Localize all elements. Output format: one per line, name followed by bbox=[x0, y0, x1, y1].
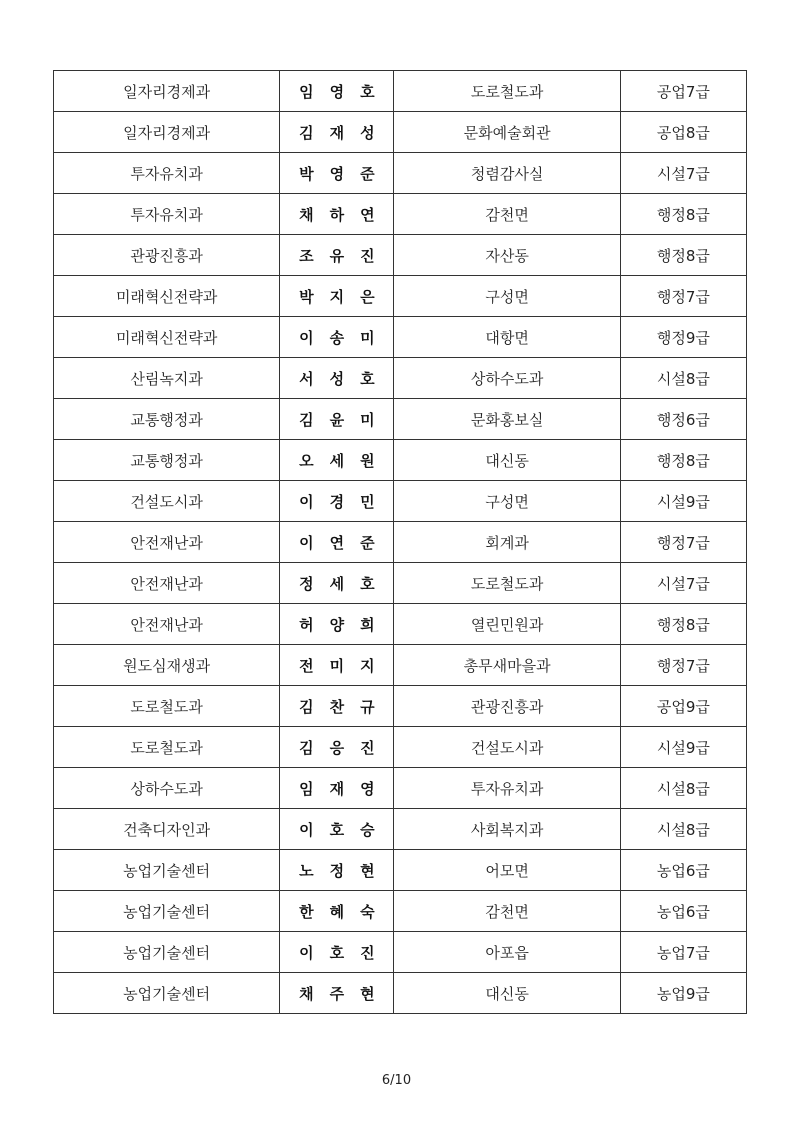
name-cell: 조유진 bbox=[280, 235, 394, 276]
to-dept-cell: 감천면 bbox=[394, 891, 620, 932]
grade-cell: 시설8급 bbox=[620, 768, 746, 809]
grade-cell: 농업6급 bbox=[620, 850, 746, 891]
table-row bbox=[54, 645, 747, 686]
grade-cell: 행정8급 bbox=[620, 604, 746, 645]
to-dept-cell: 투자유치과 bbox=[394, 768, 620, 809]
name-cell: 이연준 bbox=[280, 522, 394, 563]
to-dept-cell: 대신동 bbox=[394, 440, 620, 481]
grade-cell: 시설9급 bbox=[620, 727, 746, 768]
from-dept-cell: 관광진흥과 bbox=[54, 235, 280, 276]
table-row bbox=[54, 850, 747, 891]
name-cell: 채주현 bbox=[280, 973, 394, 1014]
from-dept-cell: 도로철도과 bbox=[54, 686, 280, 727]
from-dept-cell: 원도심재생과 bbox=[54, 645, 280, 686]
name-cell: 채하연 bbox=[280, 194, 394, 235]
personnel-table bbox=[53, 70, 747, 1014]
grade-cell: 공업8급 bbox=[620, 112, 746, 153]
table-row bbox=[54, 112, 747, 153]
grade-cell: 농업7급 bbox=[620, 932, 746, 973]
to-dept-cell: 아포읍 bbox=[394, 932, 620, 973]
name-cell: 김재성 bbox=[280, 112, 394, 153]
from-dept-cell: 안전재난과 bbox=[54, 604, 280, 645]
grade-cell: 행정6급 bbox=[620, 399, 746, 440]
from-dept-cell: 도로철도과 bbox=[54, 727, 280, 768]
name-cell: 박영준 bbox=[280, 153, 394, 194]
table-row bbox=[54, 317, 747, 358]
from-dept-cell: 농업기술센터 bbox=[54, 850, 280, 891]
table-row bbox=[54, 153, 747, 194]
name-cell: 서성호 bbox=[280, 358, 394, 399]
from-dept-cell: 건설도시과 bbox=[54, 481, 280, 522]
to-dept-cell: 회계과 bbox=[394, 522, 620, 563]
table-row bbox=[54, 235, 747, 276]
grade-cell: 행정7급 bbox=[620, 645, 746, 686]
name-cell: 오세원 bbox=[280, 440, 394, 481]
name-cell: 김찬규 bbox=[280, 686, 394, 727]
name-cell: 임영호 bbox=[280, 71, 394, 112]
from-dept-cell: 미래혁신전략과 bbox=[54, 276, 280, 317]
to-dept-cell: 열린민원과 bbox=[394, 604, 620, 645]
name-cell: 노정현 bbox=[280, 850, 394, 891]
table-row bbox=[54, 358, 747, 399]
grade-cell: 농업6급 bbox=[620, 891, 746, 932]
name-cell: 박지은 bbox=[280, 276, 394, 317]
from-dept-cell: 미래혁신전략과 bbox=[54, 317, 280, 358]
table-row bbox=[54, 563, 747, 604]
to-dept-cell: 대항면 bbox=[394, 317, 620, 358]
table-row bbox=[54, 809, 747, 850]
grade-cell: 행정7급 bbox=[620, 522, 746, 563]
from-dept-cell: 안전재난과 bbox=[54, 522, 280, 563]
name-cell: 이경민 bbox=[280, 481, 394, 522]
table-row bbox=[54, 522, 747, 563]
from-dept-cell: 안전재난과 bbox=[54, 563, 280, 604]
to-dept-cell: 구성면 bbox=[394, 481, 620, 522]
to-dept-cell: 도로철도과 bbox=[394, 563, 620, 604]
table-row bbox=[54, 399, 747, 440]
table-row bbox=[54, 686, 747, 727]
grade-cell: 시설8급 bbox=[620, 358, 746, 399]
from-dept-cell: 농업기술센터 bbox=[54, 932, 280, 973]
grade-cell: 행정8급 bbox=[620, 235, 746, 276]
to-dept-cell: 문화홍보실 bbox=[394, 399, 620, 440]
grade-cell: 행정8급 bbox=[620, 440, 746, 481]
table-row bbox=[54, 194, 747, 235]
grade-cell: 시설7급 bbox=[620, 563, 746, 604]
name-cell: 이호진 bbox=[280, 932, 394, 973]
table-row bbox=[54, 973, 747, 1014]
name-cell: 한혜숙 bbox=[280, 891, 394, 932]
to-dept-cell: 문화예술회관 bbox=[394, 112, 620, 153]
name-cell: 이호승 bbox=[280, 809, 394, 850]
name-cell: 김응진 bbox=[280, 727, 394, 768]
name-cell: 김윤미 bbox=[280, 399, 394, 440]
to-dept-cell: 총무새마을과 bbox=[394, 645, 620, 686]
page-number: 6/10 bbox=[381, 1073, 412, 1088]
grade-cell: 행정8급 bbox=[620, 194, 746, 235]
from-dept-cell: 농업기술센터 bbox=[54, 973, 280, 1014]
table-row bbox=[54, 768, 747, 809]
from-dept-cell: 건축디자인과 bbox=[54, 809, 280, 850]
grade-cell: 시설7급 bbox=[620, 153, 746, 194]
grade-cell: 공업9급 bbox=[620, 686, 746, 727]
to-dept-cell: 건설도시과 bbox=[394, 727, 620, 768]
table-row bbox=[54, 891, 747, 932]
table-row bbox=[54, 727, 747, 768]
to-dept-cell: 사회복지과 bbox=[394, 809, 620, 850]
name-cell: 임재영 bbox=[280, 768, 394, 809]
grade-cell: 시설9급 bbox=[620, 481, 746, 522]
from-dept-cell: 투자유치과 bbox=[54, 194, 280, 235]
grade-cell: 농업9급 bbox=[620, 973, 746, 1014]
to-dept-cell: 관광진흥과 bbox=[394, 686, 620, 727]
from-dept-cell: 농업기술센터 bbox=[54, 891, 280, 932]
name-cell: 허양희 bbox=[280, 604, 394, 645]
table-row bbox=[54, 604, 747, 645]
name-cell: 이송미 bbox=[280, 317, 394, 358]
to-dept-cell: 상하수도과 bbox=[394, 358, 620, 399]
from-dept-cell: 산림녹지과 bbox=[54, 358, 280, 399]
to-dept-cell: 대신동 bbox=[394, 973, 620, 1014]
name-cell: 정세호 bbox=[280, 563, 394, 604]
table-row bbox=[54, 276, 747, 317]
grade-cell: 시설8급 bbox=[620, 809, 746, 850]
from-dept-cell: 투자유치과 bbox=[54, 153, 280, 194]
table-body bbox=[54, 71, 747, 1014]
grade-cell: 행정9급 bbox=[620, 317, 746, 358]
grade-cell: 행정7급 bbox=[620, 276, 746, 317]
from-dept-cell: 상하수도과 bbox=[54, 768, 280, 809]
to-dept-cell: 자산동 bbox=[394, 235, 620, 276]
table-row bbox=[54, 440, 747, 481]
grade-cell: 공업7급 bbox=[620, 71, 746, 112]
table-row bbox=[54, 481, 747, 522]
from-dept-cell: 일자리경제과 bbox=[54, 71, 280, 112]
from-dept-cell: 교통행정과 bbox=[54, 440, 280, 481]
to-dept-cell: 감천면 bbox=[394, 194, 620, 235]
table-row bbox=[54, 71, 747, 112]
to-dept-cell: 어모면 bbox=[394, 850, 620, 891]
from-dept-cell: 교통행정과 bbox=[54, 399, 280, 440]
name-cell: 전미지 bbox=[280, 645, 394, 686]
from-dept-cell: 일자리경제과 bbox=[54, 112, 280, 153]
table-row bbox=[54, 932, 747, 973]
to-dept-cell: 구성면 bbox=[394, 276, 620, 317]
to-dept-cell: 도로철도과 bbox=[394, 71, 620, 112]
to-dept-cell: 청렴감사실 bbox=[394, 153, 620, 194]
